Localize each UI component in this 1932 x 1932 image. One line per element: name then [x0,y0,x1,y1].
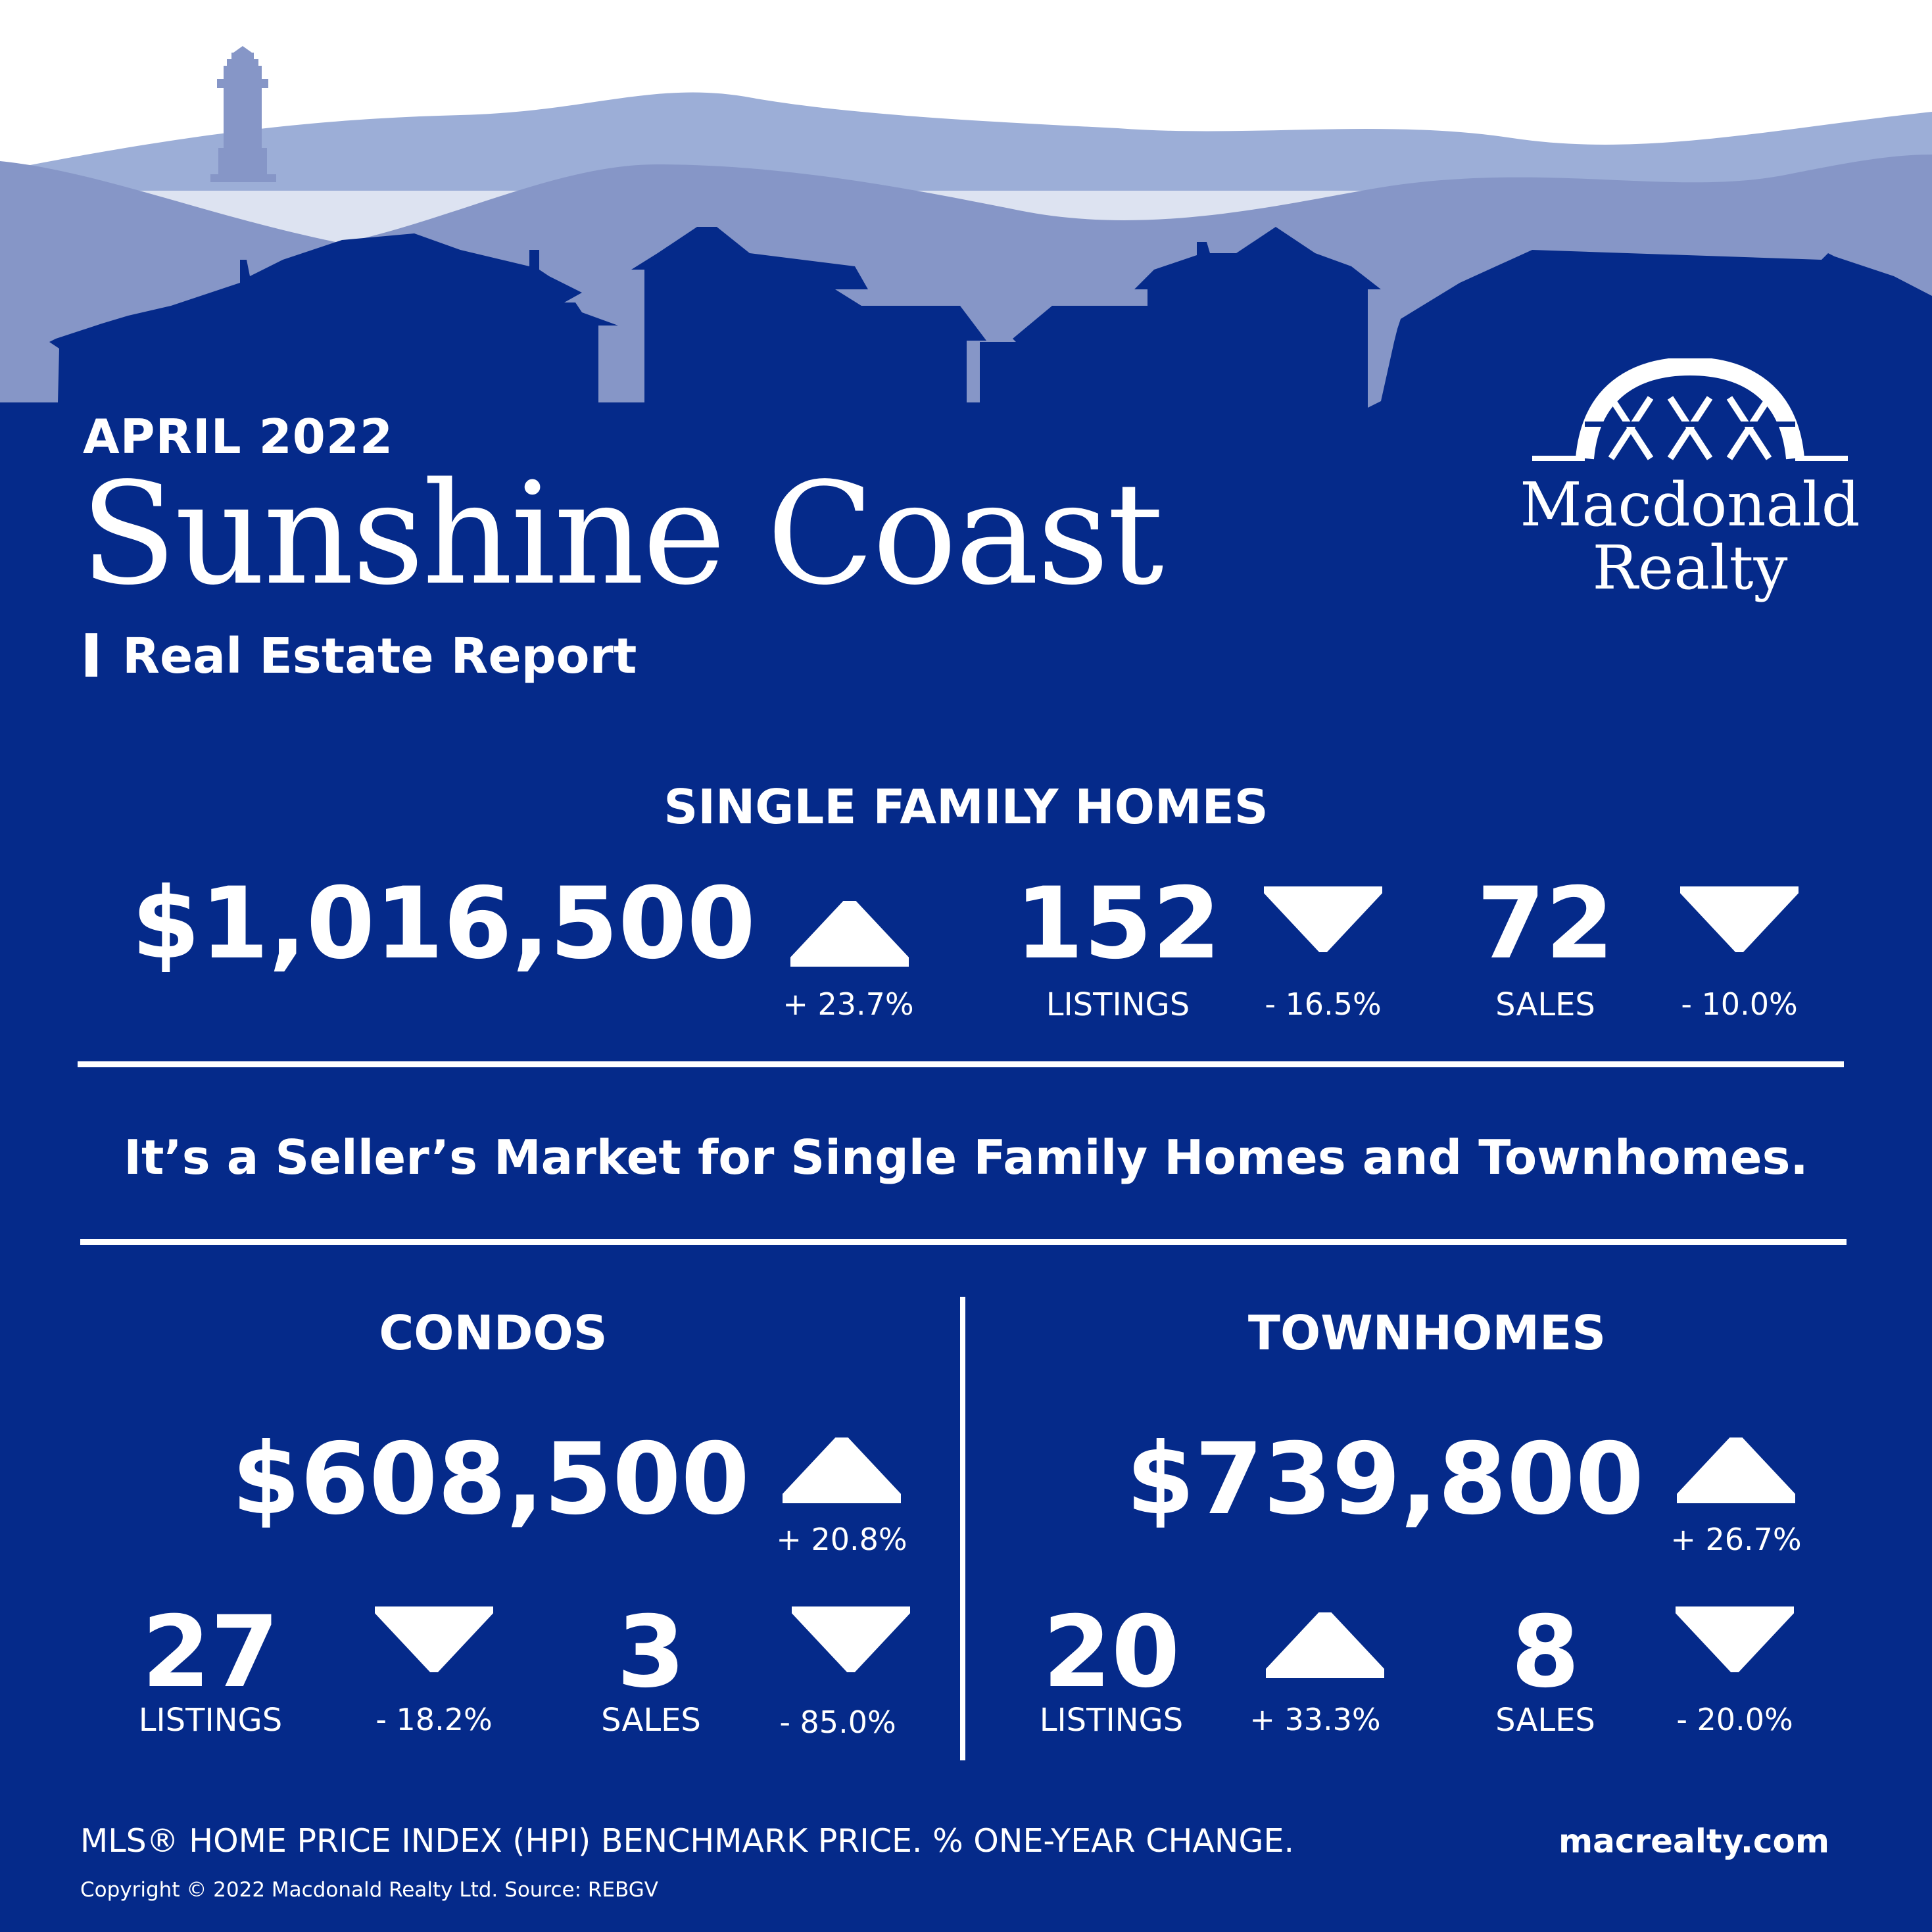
city-title: Sunshine Coast [80,452,1162,616]
townhomes-listings: 20 [1042,1595,1180,1710]
townhomes-title: TOWNHOMES [1247,1305,1606,1361]
website-link[interactable]: macrealty.com [1558,1822,1829,1860]
report-month: APRIL 2022 [83,409,394,464]
townhomes-listings-label: LISTINGS [1039,1702,1184,1739]
condos-sales-label: SALES [601,1702,701,1739]
single-family-sales: 72 [1476,867,1614,981]
subtitle-accent-bar [85,633,97,677]
market-message: It’s a Seller’s Market for Single Family Homes and Townhomes. [124,1130,1808,1185]
methodology-note: MLS® HOME PRICE INDEX (HPI) BENCHMARK PRICE. % ONE-YEAR CHANGE. [80,1822,1295,1860]
condos-listings-change: - 18.2% [375,1702,493,1737]
logo-wordmark [1519,470,1861,603]
townhomes-price-change: + 26.7% [1670,1522,1802,1557]
condos-title: CONDOS [379,1305,608,1361]
single-family-sales-change: - 10.0% [1681,986,1798,1022]
triangle-down-icon [1680,886,1799,952]
condos-listings-label: LISTINGS [138,1702,283,1739]
logo-name-line2: Realty [1592,532,1788,603]
townhomes-price: $739,800 [1126,1422,1644,1537]
condos-price: $608,500 [231,1422,750,1537]
single-family-title: SINGLE FAMILY HOMES [664,779,1268,834]
condos-listings: 27 [141,1595,279,1710]
single-family-listings-label: LISTINGS [1046,986,1190,1023]
triangle-up-icon [790,901,909,967]
section-divider-bottom [80,1239,1847,1245]
section-divider-top [78,1061,1844,1067]
column-divider [960,1297,965,1760]
triangle-down-icon [1264,886,1382,952]
townhomes-sales: 8 [1510,1595,1580,1710]
single-family-price: $1,016,500 [132,867,756,981]
triangle-down-icon [1676,1606,1794,1672]
townhomes-sales-label: SALES [1495,1702,1595,1739]
triangle-up-icon [1266,1612,1384,1678]
copyright-note: Copyright © 2022 Macdonald Realty Ltd. Source: REBGV [80,1878,658,1902]
report-subtitle: Real Estate Report [122,628,637,685]
single-family-price-change: + 23.7% [783,986,914,1022]
triangle-down-icon [792,1606,910,1672]
townhomes-listings-change: + 33.3% [1249,1702,1381,1737]
triangle-up-icon [1677,1437,1795,1503]
condos-sales-change: - 85.0% [779,1704,896,1740]
single-family-listings-change: - 16.5% [1265,986,1382,1022]
triangle-up-icon [783,1437,901,1503]
condos-sales: 3 [616,1595,686,1710]
triangle-down-icon [375,1606,493,1672]
single-family-listings: 152 [1015,867,1221,981]
condos-price-change: + 20.8% [776,1522,907,1557]
macdonald-realty-arch-icon [1519,358,1861,470]
single-family-sales-label: SALES [1495,986,1595,1023]
townhomes-sales-change: - 20.0% [1676,1702,1793,1737]
logo-name-line1: Macdonald [1520,470,1860,540]
